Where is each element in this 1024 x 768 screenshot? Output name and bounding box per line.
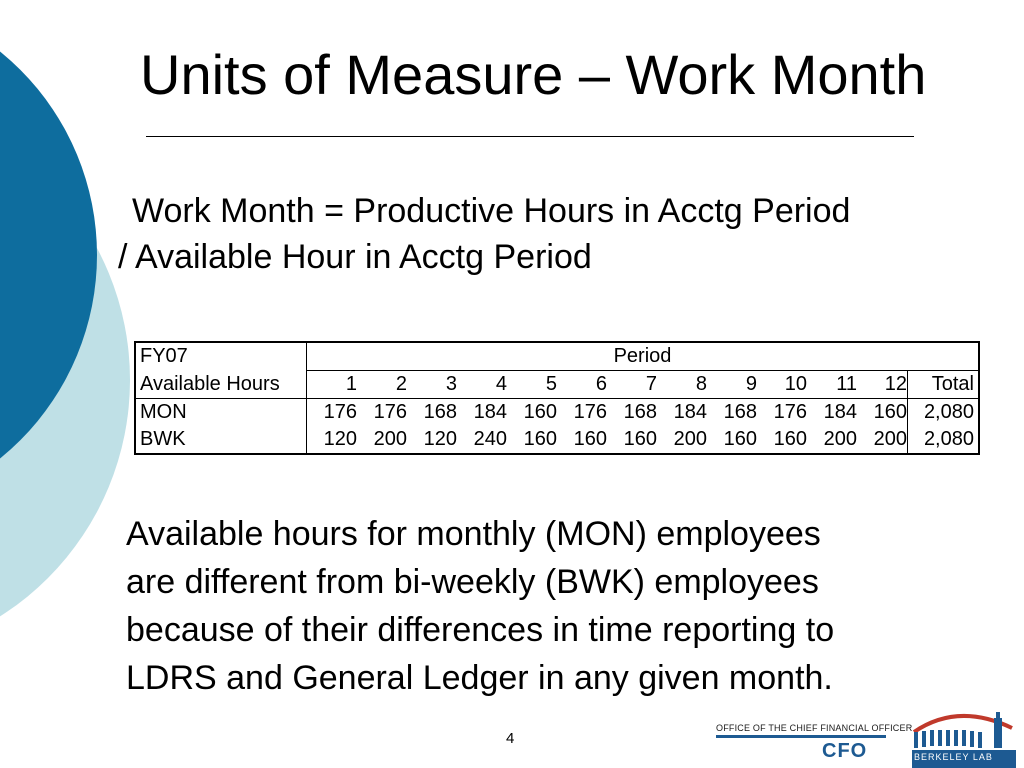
table-cell: 168 [623, 401, 657, 423]
formula-text [118, 188, 998, 280]
table-cell: 184 [473, 401, 507, 423]
table-cell: 160 [623, 428, 657, 450]
table-cell: 176 [773, 401, 807, 423]
note-line-3: because of their differences in time reporting to [126, 611, 835, 649]
note-line-4: LDRS and General Ledger in any given month. [126, 659, 833, 697]
table-column-header-row [135, 371, 979, 399]
table-cell: 160 [773, 428, 807, 450]
table-cell: 200 [373, 428, 407, 450]
table-cell: 240 [473, 428, 507, 450]
available-hours-table [134, 341, 980, 455]
row-header-label: Available Hours [135, 371, 307, 399]
note-line-2: are different from bi-weekly (BWK) employees [126, 563, 819, 601]
explanation-text [126, 510, 986, 702]
formula-line-2: / Available Hour in Acctg Period [118, 238, 592, 276]
period-3-header: 3 [407, 371, 457, 399]
period-4-header: 4 [457, 371, 507, 399]
period-8-header: 8 [657, 371, 707, 399]
table-cell: 176 [323, 401, 357, 423]
table-row-bwk [135, 426, 979, 454]
slide-title: Units of Measure – Work Month [140, 43, 927, 106]
period-7-header: 7 [607, 371, 657, 399]
table-cell: 168 [723, 401, 757, 423]
row-label-mon: MON [135, 399, 307, 427]
page-number: 4 [506, 730, 515, 747]
period-2-header: 2 [357, 371, 407, 399]
office-underline [716, 735, 886, 738]
period-10-header: 10 [757, 371, 807, 399]
table-cell: 176 [373, 401, 407, 423]
total-cell-mon: 2,080 [908, 399, 980, 427]
table-cell: 200 [673, 428, 707, 450]
period-9-header: 9 [707, 371, 757, 399]
period-1-header: 1 [307, 371, 358, 399]
total-header: Total [908, 371, 980, 399]
cfo-logo-text: CFO [822, 740, 868, 762]
table-cell: 160 [573, 428, 607, 450]
period-6-header: 6 [557, 371, 607, 399]
total-cell-bwk: 2,080 [908, 426, 980, 454]
table-cell: 160 [873, 401, 907, 423]
table-cell: 200 [873, 428, 907, 450]
table-cell: 160 [523, 401, 557, 423]
table-cell: 168 [423, 401, 457, 423]
period-5-header: 5 [507, 371, 557, 399]
table-cell: 176 [573, 401, 607, 423]
table-cell: 120 [323, 428, 357, 450]
formula-line-1: Work Month = Productive Hours in Acctg Period [132, 192, 851, 230]
period-label: Period [307, 342, 980, 371]
berkeley-lab-label: BERKELEY LAB [914, 752, 993, 762]
office-label: OFFICE OF THE CHIEF FINANCIAL OFFICER [716, 723, 913, 733]
period-12-header: 12 [857, 371, 908, 399]
table-cell: 184 [673, 401, 707, 423]
table-cell: 160 [723, 428, 757, 450]
period-11-header: 11 [807, 371, 857, 399]
table-cell: 200 [823, 428, 857, 450]
table-cell: 184 [823, 401, 857, 423]
table-header-row [135, 342, 979, 371]
row-label-bwk: BWK [135, 426, 307, 454]
table-cell: 160 [523, 428, 557, 450]
title-divider [146, 136, 914, 137]
fy-label: FY07 [135, 342, 307, 371]
note-line-1: Available hours for monthly (MON) employees [126, 515, 821, 553]
decorative-circles [0, 0, 140, 768]
table-cell: 120 [423, 428, 457, 450]
table-row-mon [135, 399, 979, 427]
